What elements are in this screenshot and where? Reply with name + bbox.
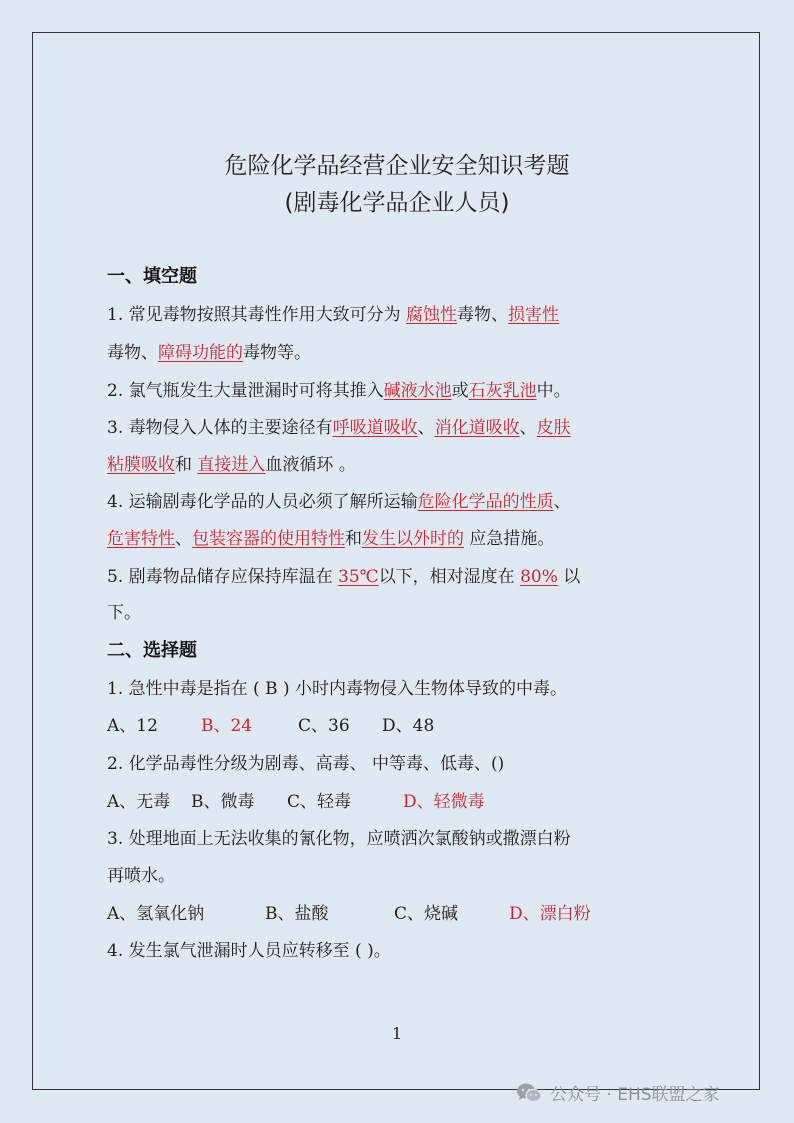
- option-c: C、36: [298, 716, 350, 736]
- option-d-correct: D、轻微毒: [403, 792, 485, 812]
- answer-blank: 碱液水池: [383, 381, 452, 401]
- choice-options-3: [107, 899, 591, 924]
- option-c: C、轻毒: [287, 792, 352, 812]
- footer-account-name: 公众号 · EHS联盟之家: [550, 1085, 720, 1105]
- choice-question-3-line-2: 再喷水。: [107, 866, 175, 886]
- option-d-correct: D、漂白粉: [509, 904, 591, 924]
- option-b-correct: B、24: [201, 716, 253, 736]
- answer-blank: 80%: [520, 567, 558, 587]
- answer-blank: 发生以外时的: [362, 529, 464, 549]
- document-title: 危险化学品经营企业安全知识考题: [224, 153, 570, 179]
- choice-question-3-line-1: 3. 处理地面上无法收集的氰化物，应喷洒次氯酸钠或撒漂白粉: [107, 829, 571, 849]
- option-d: D、48: [382, 716, 435, 736]
- answer-blank: 石灰乳池: [468, 381, 537, 401]
- document-subtitle: (剧毒化学品企业人员): [284, 190, 510, 216]
- option-c: C、烧碱: [394, 904, 459, 924]
- option-b: B、盐酸: [265, 904, 329, 924]
- answer-blank: 障碍功能的: [158, 343, 243, 363]
- question-4-line-2: 危害特性、包装容器的使用特性和发生以外时的 应急措施。: [107, 529, 555, 549]
- answer-blank: 粘膜吸收: [107, 455, 175, 475]
- choice-question-1: 1. 急性中毒是指在 ( B ) 小时内毒物侵入生物体导致的中毒。: [107, 679, 567, 699]
- answer-blank: 皮肤: [536, 418, 571, 438]
- answer-blank: 消化道吸收: [434, 418, 520, 438]
- option-a: A、无毒: [107, 792, 171, 812]
- answer-blank: 直接进入: [197, 455, 266, 475]
- answer-blank: 包装容器的使用特性: [192, 529, 345, 549]
- section-heading-fill-blank: 一、填空题: [107, 266, 197, 287]
- question-2: 2. 氯气瓶发生大量泄漏时可将其推入碱液水池或石灰乳池中。: [107, 381, 571, 401]
- answer-blank: 腐蚀性: [406, 305, 458, 325]
- option-a: A、12: [107, 716, 158, 736]
- answer-blank: 35℃: [338, 567, 379, 587]
- answer-blank: 损害性: [508, 305, 560, 325]
- choice-options-1: [107, 711, 434, 736]
- question-3-line-2: 粘膜吸收和 直接进入血液循环 。: [107, 455, 356, 475]
- option-b: B、微毒: [191, 792, 255, 812]
- choice-question-2: 2. 化学品毒性分级为剧毒、高毒、 中等毒、低毒、(): [107, 754, 505, 774]
- wechat-icon: [516, 1082, 542, 1104]
- question-3-line-1: 3. 毒物侵入人体的主要途径有呼吸道吸收、消化道吸收、皮肤: [107, 418, 571, 438]
- wechat-account-footer: [516, 1080, 720, 1105]
- answer-blank: 危险化学品的性质: [417, 492, 554, 512]
- question-1-line-1: 1. 常见毒物按照其毒性作用大致可分为 腐蚀性毒物、损害性: [107, 305, 560, 325]
- question-4-line-1: 4. 运输剧毒化学品的人员必须了解所运输危险化学品的性质、: [107, 492, 571, 512]
- answer-blank: 呼吸道吸收: [332, 418, 418, 438]
- option-a: A、氢氧化钠: [107, 904, 205, 924]
- choice-question-4: 4. 发生氯气泄漏时人员应转移至 ( )。: [107, 941, 391, 961]
- question-5-line-2: 下。: [107, 603, 141, 623]
- answer-blank: 危害特性: [107, 529, 175, 549]
- choice-options-2: [107, 787, 485, 812]
- question-5-line-1: 5. 剧毒物品储存应保持库温在 35℃以下，相对湿度在 80% 以: [107, 567, 581, 587]
- section-heading-multiple-choice: 二、选择题: [107, 640, 197, 661]
- question-1-line-2: 毒物、障碍功能的毒物等。: [107, 343, 311, 363]
- page-number: 1: [391, 1024, 403, 1043]
